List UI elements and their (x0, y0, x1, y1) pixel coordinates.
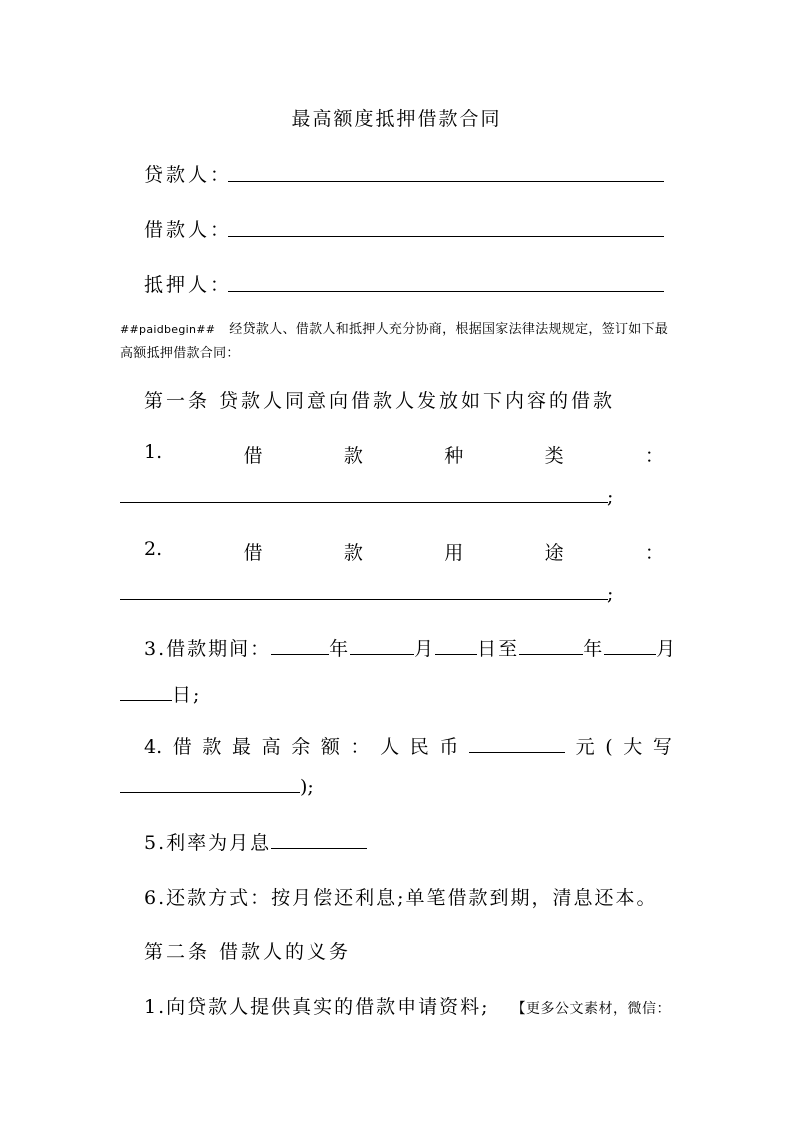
party-mortgagor-line (144, 270, 664, 300)
item2-char: 借 (243, 542, 263, 564)
item2-blank (120, 599, 608, 600)
item4-char: 最 (232, 736, 252, 758)
item4-char: 额 (320, 736, 340, 758)
item1-char: 类 (544, 445, 564, 467)
article1-item3-line1 (144, 634, 677, 661)
item4-char: 款 (202, 736, 222, 758)
article1-item4-line1 (144, 732, 672, 759)
item4-capital-blank (120, 774, 300, 793)
party-borrower-blank (228, 236, 664, 237)
item2-char: 用 (444, 542, 464, 564)
article1-item5 (144, 828, 367, 855)
item1-char: 借 (243, 445, 263, 467)
item4-char: ： (350, 736, 370, 758)
item5-rate-blank (271, 830, 367, 849)
party-mortgagor-label: 抵押人： (144, 274, 233, 296)
item2-number: 2. (144, 538, 163, 560)
item4-char: 余 (291, 736, 311, 758)
item3-month1: 月 (414, 638, 436, 660)
item1-char: 款 (343, 445, 363, 467)
item3-year1-blank (271, 636, 329, 655)
article2-heading: 第二条 借款人的义务 (144, 941, 352, 963)
intro-tag: ##paidbegin## (120, 323, 216, 336)
item4-char: 民 (409, 736, 429, 758)
item3-month2: 月 (656, 638, 678, 660)
item3-day2: 日; (172, 684, 202, 706)
item3-year2-blank (519, 636, 583, 655)
item1-number: 1. (144, 441, 163, 463)
item4-paren: ( (605, 736, 613, 758)
item4-yuan: 元 (575, 736, 595, 758)
item4-char: 币 (439, 736, 459, 758)
item4-xie: 写 (652, 736, 672, 758)
item3-year2: 年 (583, 638, 605, 660)
article1-item1-row (144, 441, 664, 468)
article2-item1-text: 1.向贷款人提供真实的借款申请资料; (144, 996, 490, 1018)
item4-char: 人 (380, 736, 400, 758)
item1-char: 种 (444, 445, 464, 467)
item3-month1-blank (350, 636, 414, 655)
intro-paragraph (120, 318, 676, 366)
item3-day2-blank (120, 682, 172, 701)
item1-char: ： (644, 445, 664, 467)
party-borrower-label: 借款人： (144, 219, 233, 241)
party-lender-line (144, 160, 664, 190)
item3-prefix: 3.借款期间： (144, 638, 272, 660)
item3-year1: 年 (329, 638, 351, 660)
item2-char: 款 (343, 542, 363, 564)
item4-char: 4. (144, 736, 163, 758)
item2-end: ; (607, 583, 614, 605)
item3-day1: 日至 (477, 638, 520, 660)
article1-item6: 6.还款方式：按月偿还利息;单笔借款到期，清息还本。 (144, 887, 658, 909)
document-title: 最高额度抵押借款合同 (291, 108, 502, 130)
intro-text: 经贷款人、借款人和抵押人充分协商，根据国家法律法规规定，签订如下最高额抵押借款合同： (120, 322, 669, 361)
item2-char: ： (644, 542, 664, 564)
article1-heading: 第一条 贷款人同意向借款人发放如下内容的借款 (144, 390, 616, 412)
article2-item1-note: 【更多公文素材，微信： (511, 1001, 672, 1017)
item4-close: ); (300, 776, 314, 798)
item2-char: 途 (544, 542, 564, 564)
item5-text: 5.利率为月息 (144, 832, 272, 854)
item4-da: 大 (623, 736, 643, 758)
item3-month2-blank (604, 636, 656, 655)
item1-end: ; (607, 486, 614, 508)
article1-item2-row (144, 538, 664, 565)
item3-day1-blank (435, 636, 477, 655)
item4-char: 借 (172, 736, 192, 758)
party-mortgagor-blank (228, 291, 664, 292)
item4-amount-blank (469, 734, 565, 753)
article1-item3-line2 (120, 680, 201, 707)
item4-char: 高 (261, 736, 281, 758)
party-borrower-line (144, 215, 664, 245)
party-lender-blank (228, 181, 664, 182)
article2-item1 (144, 992, 671, 1019)
item1-blank (120, 502, 608, 503)
party-lender-label: 贷款人： (144, 164, 233, 186)
article1-item4-line2 (120, 774, 314, 798)
